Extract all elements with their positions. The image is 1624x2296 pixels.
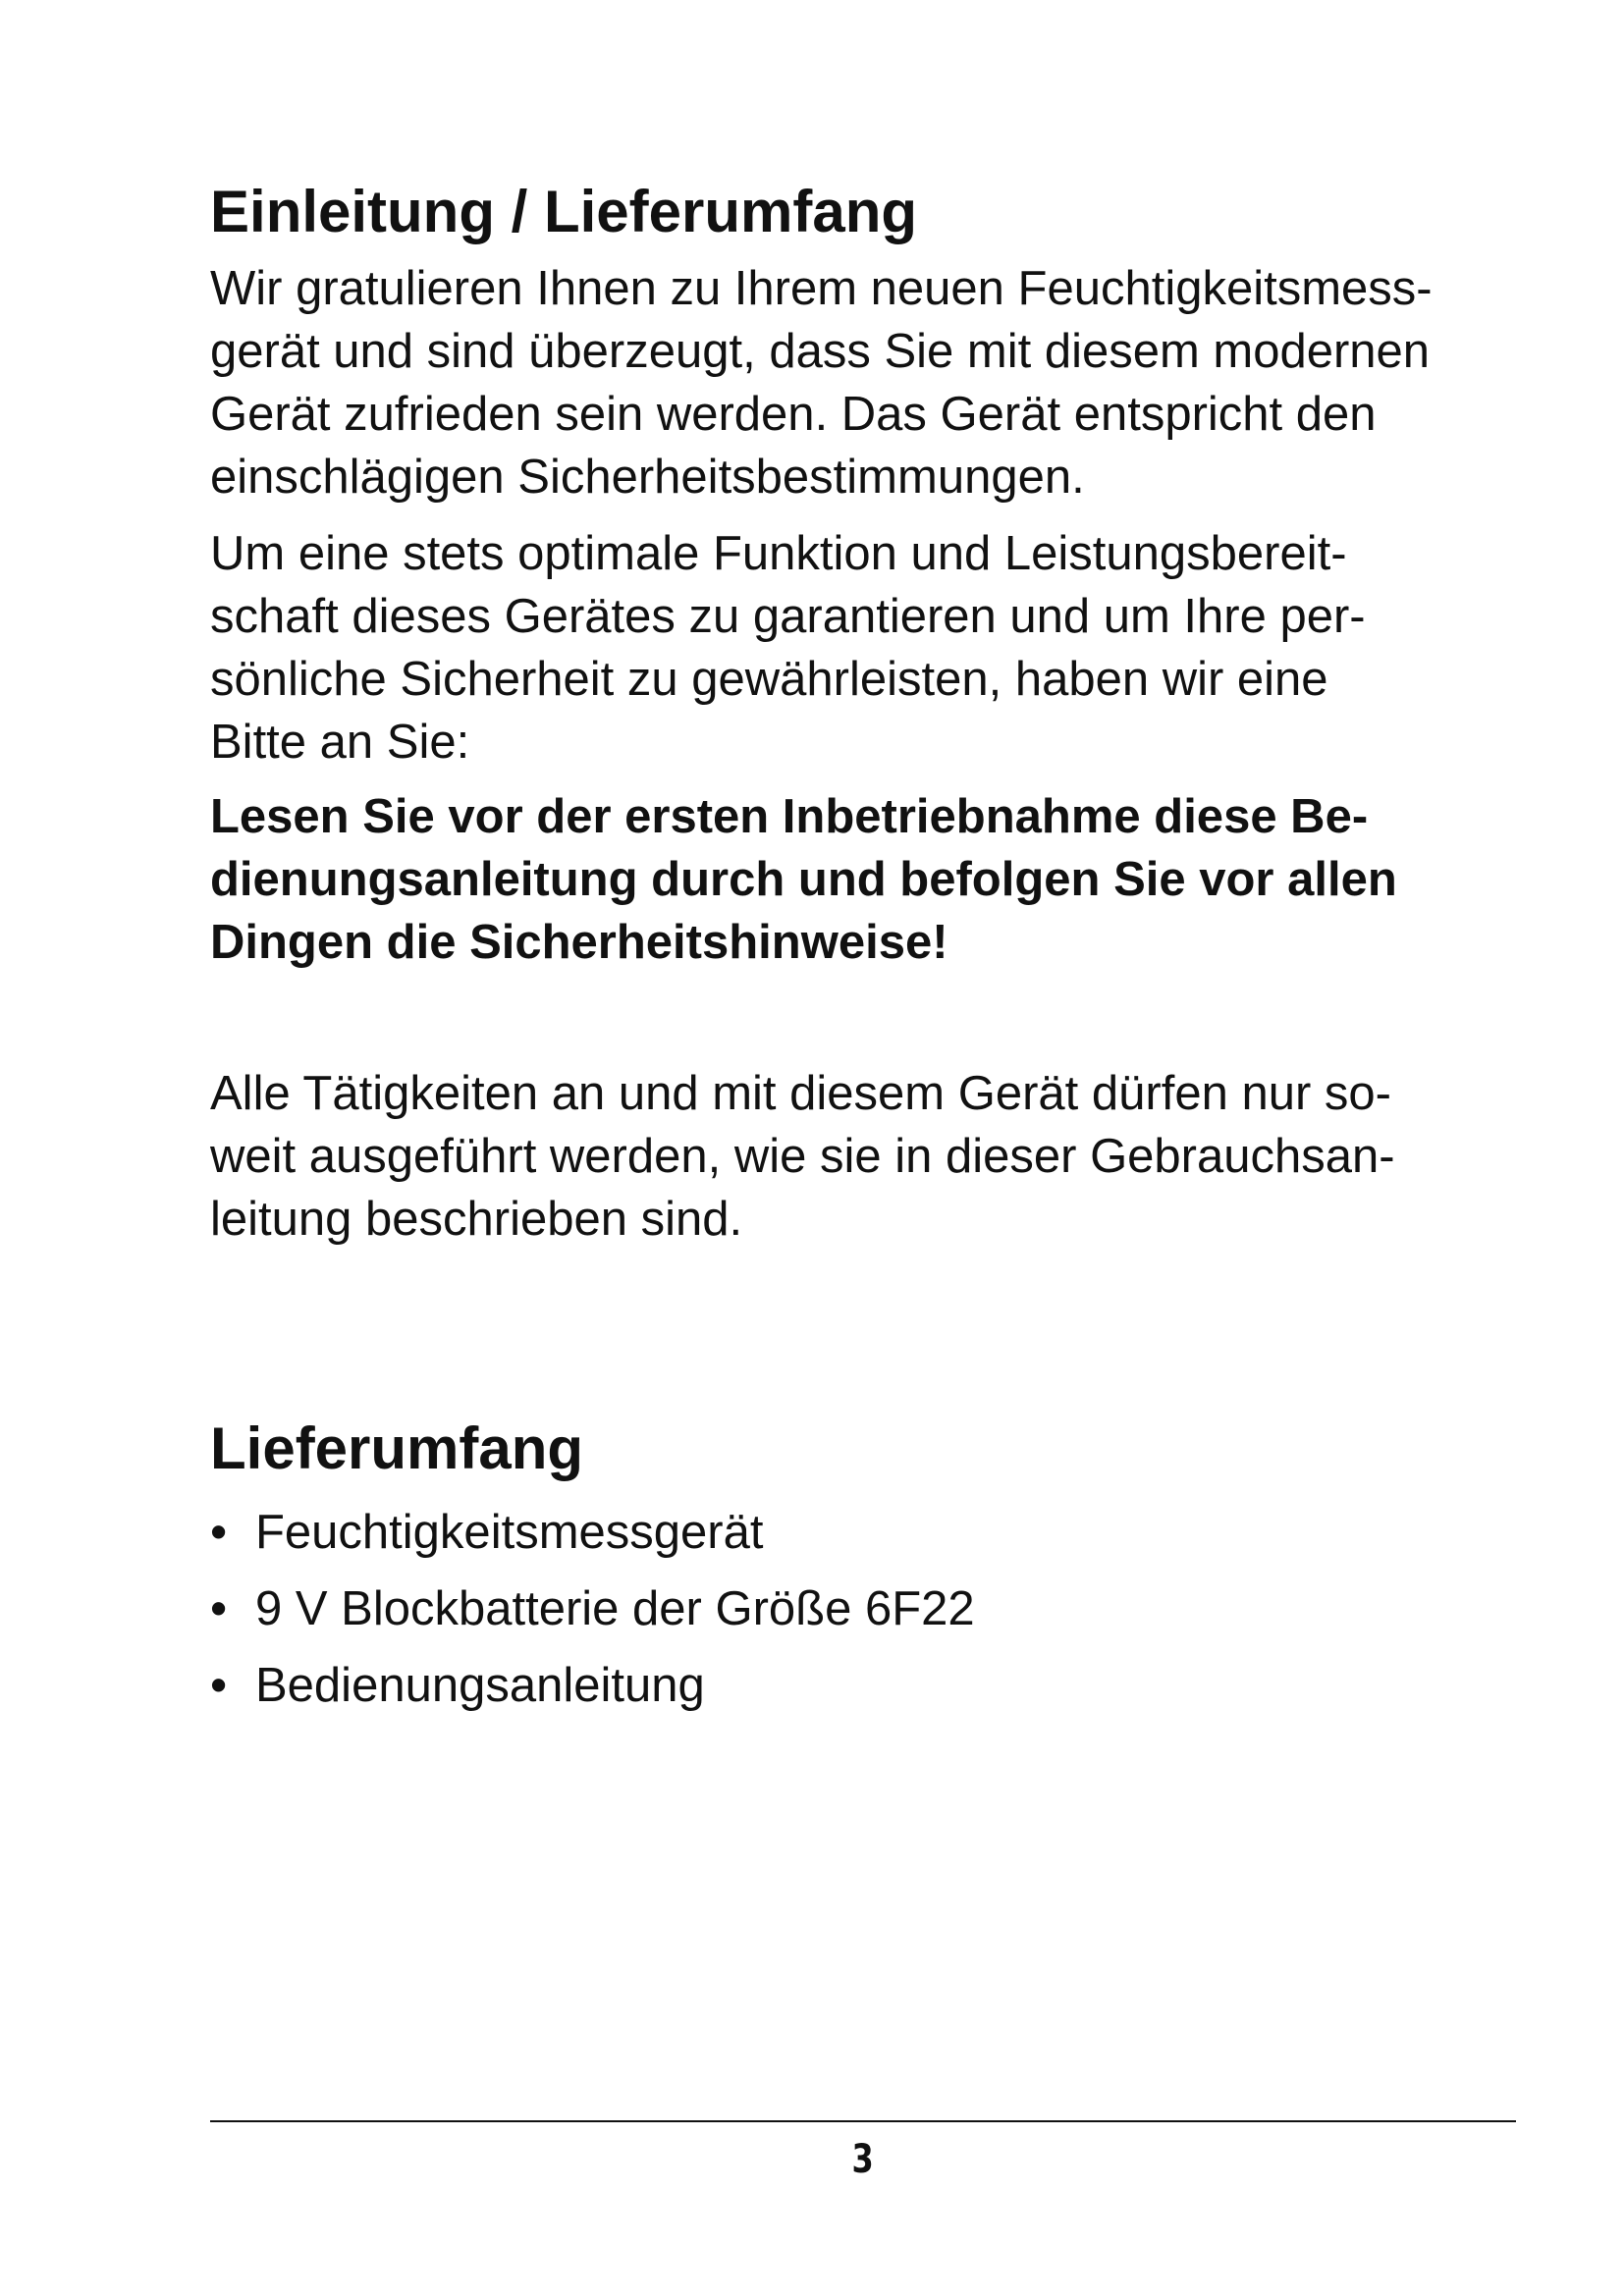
section-heading-introduction: Einleitung / Lieferumfang xyxy=(210,179,918,244)
contents-list xyxy=(210,1494,975,1724)
list-item xyxy=(210,1571,975,1647)
text-line: Gerät zufrieden sein werden. Das Gerät entspricht den xyxy=(210,388,1377,441)
warning-paragraph xyxy=(210,785,1397,974)
text-line: Alle Tätigkeiten an und mit diesem Gerät dürfen nur so- xyxy=(210,1067,1391,1120)
bullet-icon: • xyxy=(210,1659,228,1712)
list-item-label: Bedienungsanleitung xyxy=(255,1659,705,1712)
intro-paragraph xyxy=(210,257,1433,508)
page-number: 3 xyxy=(851,2137,874,2182)
list-item-label: 9 V Blockbatterie der Größe 6F22 xyxy=(255,1582,975,1635)
list-item xyxy=(210,1494,975,1571)
warning-line: Lesen Sie vor der ersten Inbetriebnahme diese Be- xyxy=(210,790,1369,843)
text-line: schaft dieses Gerätes zu garantieren und um Ihre per- xyxy=(210,590,1366,643)
text-line: einschlägigen Sicherheitsbestimmungen. xyxy=(210,451,1085,504)
text-line: sönliche Sicherheit zu gewährleisten, haben wir eine xyxy=(210,653,1328,706)
list-item-label: Feuchtigkeitsmessgerät xyxy=(255,1506,764,1559)
text-line: leitung beschrieben sind. xyxy=(210,1193,743,1246)
text-line: Bitte an Sie: xyxy=(210,716,470,769)
activities-paragraph xyxy=(210,1062,1395,1251)
text-line: Wir gratulieren Ihnen zu Ihrem neuen Feuchtigkeitsmess- xyxy=(210,262,1433,315)
bullet-icon: • xyxy=(210,1582,228,1635)
warning-line: Dingen die Sicherheitshinweise! xyxy=(210,916,948,969)
footer-divider xyxy=(210,2120,1516,2122)
text-line: weit ausgeführt werden, wie sie in dieser Gebrauchsan- xyxy=(210,1130,1395,1183)
list-item xyxy=(210,1647,975,1724)
bullet-icon: • xyxy=(210,1506,228,1559)
warning-line: dienungsanleitung durch und befolgen Sie vor allen xyxy=(210,853,1397,906)
text-line: gerät und sind überzeugt, dass Sie mit diesem modernen xyxy=(210,325,1431,378)
text-line: Um eine stets optimale Funktion und Leistungsbereit- xyxy=(210,527,1347,580)
safety-paragraph xyxy=(210,522,1366,774)
section-heading-contents: Lieferumfang xyxy=(210,1415,584,1481)
